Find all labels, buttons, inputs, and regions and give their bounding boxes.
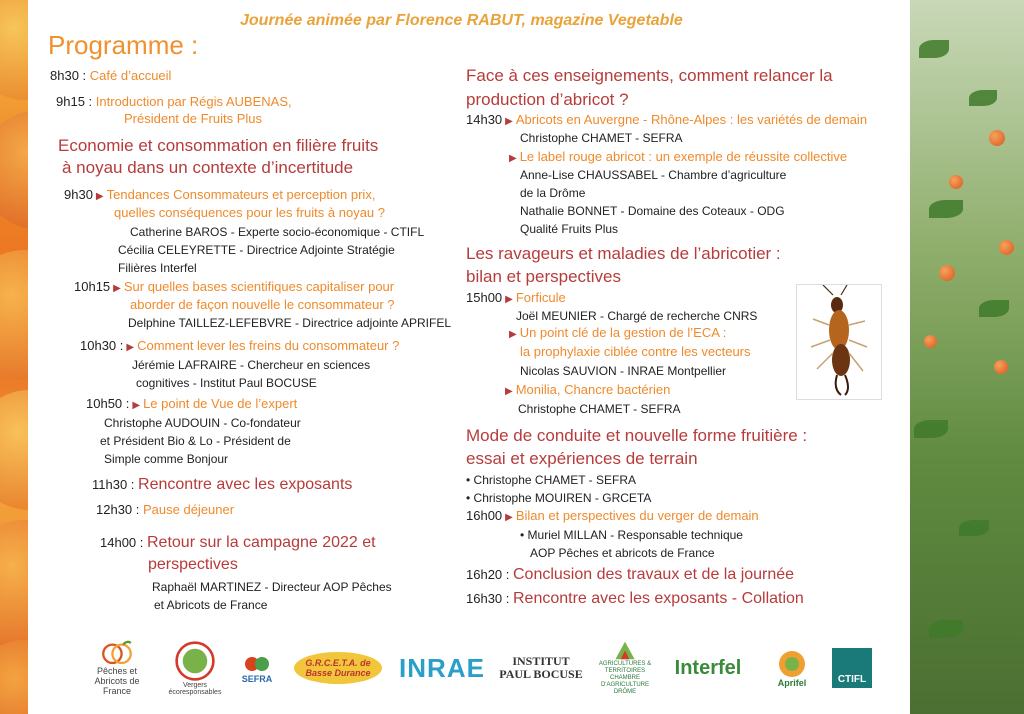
item-label-rouge: ▶ Le label rouge abricot : un exemple de réussite collective: [509, 149, 848, 164]
speaker: • Christophe MOUIREN - GRCETA: [466, 491, 652, 505]
speaker: et Abricots de France: [154, 598, 268, 612]
section-heading-relancer-line2: production d’abricot ?: [466, 90, 629, 109]
item-eca: ▶ Un point clé de la gestion de l’ECA :: [509, 325, 727, 340]
item-10h30: 10h30 : ▶ Comment lever les freins du consommateur ?: [80, 338, 400, 353]
speaker: Raphaël MARTINEZ - Directeur AOP Pêches: [152, 580, 392, 594]
speaker: Christophe CHAMET - SEFRA: [520, 131, 683, 145]
logo-chambre-agriculture-drome: AGRICULTURES & TERRITOIRES CHAMBRE D'AGRICULTURE DRÔME: [590, 640, 660, 696]
logo-interfel: Interfel: [674, 656, 742, 679]
page-title: Programme :: [48, 30, 199, 60]
logo-institut-paul-bocuse: INSTITUT PAUL BOCUSE: [499, 654, 583, 681]
speaker: cognitives - Institut Paul BOCUSE: [136, 376, 317, 390]
event-host: Journée animée par Florence RABUT, magazine Vegetable: [240, 12, 683, 29]
item-eca-line2: la prophylaxie ciblée contre les vecteurs: [520, 344, 751, 359]
earwig-photo: [796, 284, 882, 400]
speaker: Christophe CHAMET - SEFRA: [518, 402, 681, 416]
item-8h30: 8h30 : Café d’accueil: [50, 68, 172, 83]
section-heading-ravageurs: Les ravageurs et maladies de l’abricotier :: [466, 244, 781, 263]
speaker: Cécilia CELEYRETTE - Directrice Adjointe Stratégie: [118, 243, 395, 257]
item-14h00-line2: perspectives: [148, 556, 238, 573]
orchard-background-right: [899, 0, 1024, 714]
speaker: Nicolas SAUVION - INRAE Montpellier: [520, 364, 727, 378]
item-11h30: 11h30 : Rencontre avec les exposants: [92, 476, 353, 493]
speaker: Qualité Fruits Plus: [520, 222, 619, 236]
speaker: Jérémie LAFRAIRE - Chercheur en sciences: [132, 358, 371, 372]
item-10h50: 10h50 : ▶ Le point de Vue de l’expert: [86, 396, 298, 411]
section-heading-economie: Economie et consommation en filière fruits: [58, 136, 379, 155]
speaker: Joël MEUNIER - Chargé de recherche CNRS: [516, 309, 758, 323]
logo-sefra: SEFRA: [232, 640, 282, 696]
speaker: Christophe AUDOUIN - Co-fondateur: [104, 416, 301, 430]
logo-grceta: G.R.C.E.T.A. de Basse Durance: [292, 640, 384, 696]
item-9h30: 9h30 ▶ Tendances Consommateurs et perception prix,: [64, 187, 376, 202]
logo-inrae: INRAE: [399, 652, 485, 683]
speaker: Nathalie BONNET - Domaine des Coteaux - ODG: [520, 204, 785, 218]
section-heading-ravageurs-line2: bilan et perspectives: [466, 267, 621, 286]
speaker: • Christophe CHAMET - SEFRA: [466, 473, 637, 487]
speaker: Anne-Lise CHAUSSABEL - Chambre d’agriculture: [520, 168, 787, 182]
logo-aprifel: Aprifel: [764, 640, 820, 696]
item-12h30: 12h30 : Pause déjeuner: [96, 502, 235, 517]
item-16h30: 16h30 : Rencontre avec les exposants - Collation: [466, 590, 804, 607]
item-monilia: ▶ Monilia, Chancre bactérien: [505, 382, 671, 397]
item-14h30: 14h30 ▶ Abricots en Auvergne - Rhône-Alpes : les variétés de demain: [466, 112, 868, 127]
item-16h00: 16h00 ▶ Bilan et perspectives du verger de demain: [466, 508, 759, 523]
speaker: Delphine TAILLEZ-LEFEBVRE - Directrice adjointe APRIFEL: [128, 316, 452, 330]
item-9h30-line2: quelles conséquences pour les fruits à noyau ?: [114, 205, 386, 220]
speaker: • Muriel MILLAN - Responsable technique: [520, 528, 743, 542]
speaker: et Président Bio & Lo - Président de: [100, 434, 291, 448]
item-10h15: 10h15 ▶ Sur quelles bases scientifiques capitaliser pour: [74, 279, 395, 294]
item-10h15-line2: aborder de façon nouvelle le consommateur ?: [130, 297, 395, 312]
item-9h15-line2: Président de Fruits Plus: [124, 111, 263, 126]
item-9h15: 9h15 : Introduction par Régis AUBENAS,: [56, 94, 292, 109]
logo-peches-abricots: Pêches et Abricots de France: [80, 640, 154, 696]
speaker: Simple comme Bonjour: [104, 452, 229, 466]
speaker: Catherine BAROS - Experte socio-économique - CTIFL: [130, 225, 425, 239]
section-heading-relancer: Face à ces enseignements, comment relancer la: [466, 66, 833, 85]
item-14h00: 14h00 : Retour sur la campagne 2022 et: [100, 534, 376, 551]
section-heading-economie-line2: à noyau dans un contexte d’incertitude: [62, 158, 354, 177]
speaker: Filières Interfel: [118, 261, 197, 275]
item-16h20: 16h20 : Conclusion des travaux et de la journée: [466, 566, 795, 583]
section-heading-conduite: Mode de conduite et nouvelle forme fruitière :: [466, 426, 808, 445]
logo-vergers-ecoresponsables: Vergers écoresponsables: [160, 640, 230, 696]
section-heading-conduite-line2: essai et expériences de terrain: [466, 449, 698, 468]
speaker: de la Drôme: [520, 186, 586, 200]
item-15h00: 15h00 ▶ Forficule: [466, 290, 566, 305]
logo-ctifl: CTIFL: [826, 640, 878, 696]
speaker: AOP Pêches et abricots de France: [530, 546, 715, 560]
